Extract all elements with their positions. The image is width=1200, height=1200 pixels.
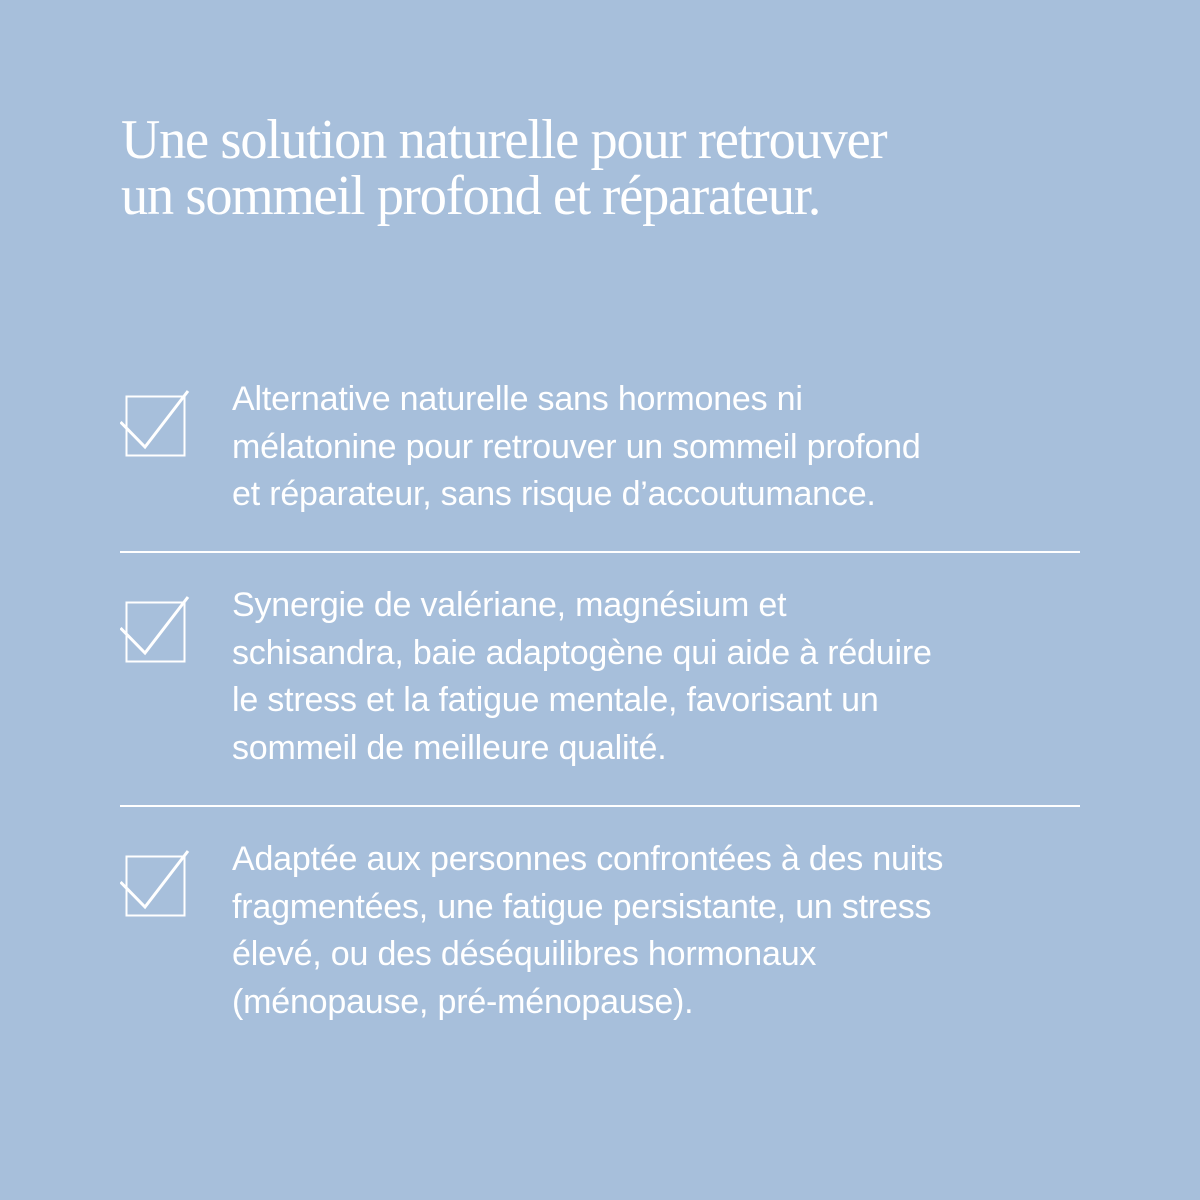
feature-line: Synergie de valériane, magnésium et bbox=[232, 586, 787, 624]
feature-line: et réparateur, sans risque d’accoutumance. bbox=[232, 475, 876, 513]
feature-line: sommeil de meilleure qualité. bbox=[232, 728, 667, 767]
checkbox-checked-icon bbox=[120, 849, 192, 921]
feature-line: le stress et la fatigue mentale, favorisant un bbox=[232, 681, 879, 719]
feature-text bbox=[232, 376, 1112, 519]
checkbox-checked-icon bbox=[120, 389, 192, 461]
feature-line: Adaptée aux personnes confrontées à des nuits bbox=[232, 840, 944, 878]
feature-line: mélatonine pour retrouver un sommeil profond bbox=[232, 427, 921, 466]
feature-line: Alternative naturelle sans hormones ni bbox=[232, 380, 803, 418]
checkbox-checked-icon bbox=[120, 595, 192, 667]
feature-line: fragmentées, une fatigue persistante, un stress bbox=[232, 887, 932, 926]
feature-line: élevé, ou des déséquilibres hormonaux bbox=[232, 935, 817, 973]
feature-text bbox=[232, 582, 1112, 772]
feature-text bbox=[232, 836, 1112, 1026]
title-line: Une solution naturelle pour retrouver bbox=[121, 109, 887, 171]
feature-line: (ménopause, pré-ménopause). bbox=[232, 982, 694, 1021]
divider bbox=[120, 805, 1080, 807]
divider bbox=[120, 551, 1080, 553]
title-line: un sommeil profond et réparateur. bbox=[121, 165, 821, 227]
page-title bbox=[121, 109, 1091, 227]
feature-line: schisandra, baie adaptogène qui aide à réduire bbox=[232, 633, 932, 672]
